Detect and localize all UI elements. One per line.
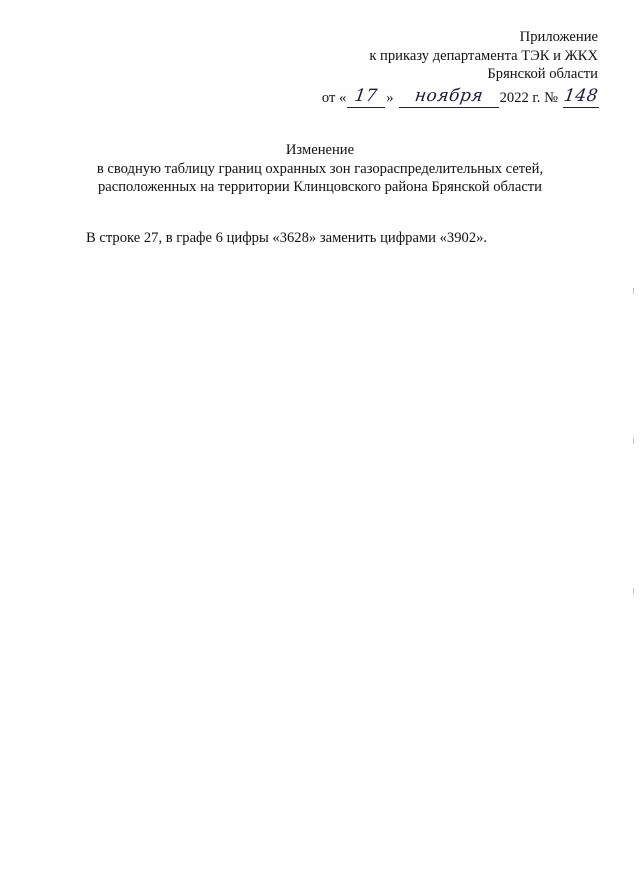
date-prefix: от « bbox=[321, 90, 347, 106]
title-subject-line: в сводную таблицу границ охранных зон газораспределительных сетей, bbox=[96, 160, 544, 177]
handwritten-day: 17 bbox=[353, 86, 380, 106]
handwritten-number: 148 bbox=[562, 86, 600, 106]
day-blank bbox=[347, 86, 385, 108]
scan-artifact bbox=[633, 288, 634, 294]
scan-artifact bbox=[633, 438, 634, 444]
handwritten-month: ноября bbox=[413, 86, 485, 106]
title-location-line: расположенных на территории Клинцовского района Брянской области bbox=[98, 179, 542, 195]
date-quote-close: » bbox=[386, 90, 394, 106]
appendix-header bbox=[369, 28, 598, 84]
scan-artifact bbox=[633, 588, 634, 594]
amendment-text: В строке 27, в графе 6 цифры «3628» заменить цифрами «3902». bbox=[86, 230, 488, 246]
appendix-label: Приложение bbox=[519, 29, 598, 45]
month-blank bbox=[399, 86, 499, 108]
order-dateline bbox=[322, 88, 600, 108]
document-title bbox=[0, 141, 640, 197]
title-heading: Изменение bbox=[285, 142, 355, 158]
number-blank bbox=[562, 86, 600, 108]
order-reference: к приказу департамента ТЭК и ЖКХ bbox=[369, 47, 598, 64]
region-name: Брянской области bbox=[487, 66, 598, 82]
year-and-number-label: 2022 г. № bbox=[499, 90, 558, 106]
